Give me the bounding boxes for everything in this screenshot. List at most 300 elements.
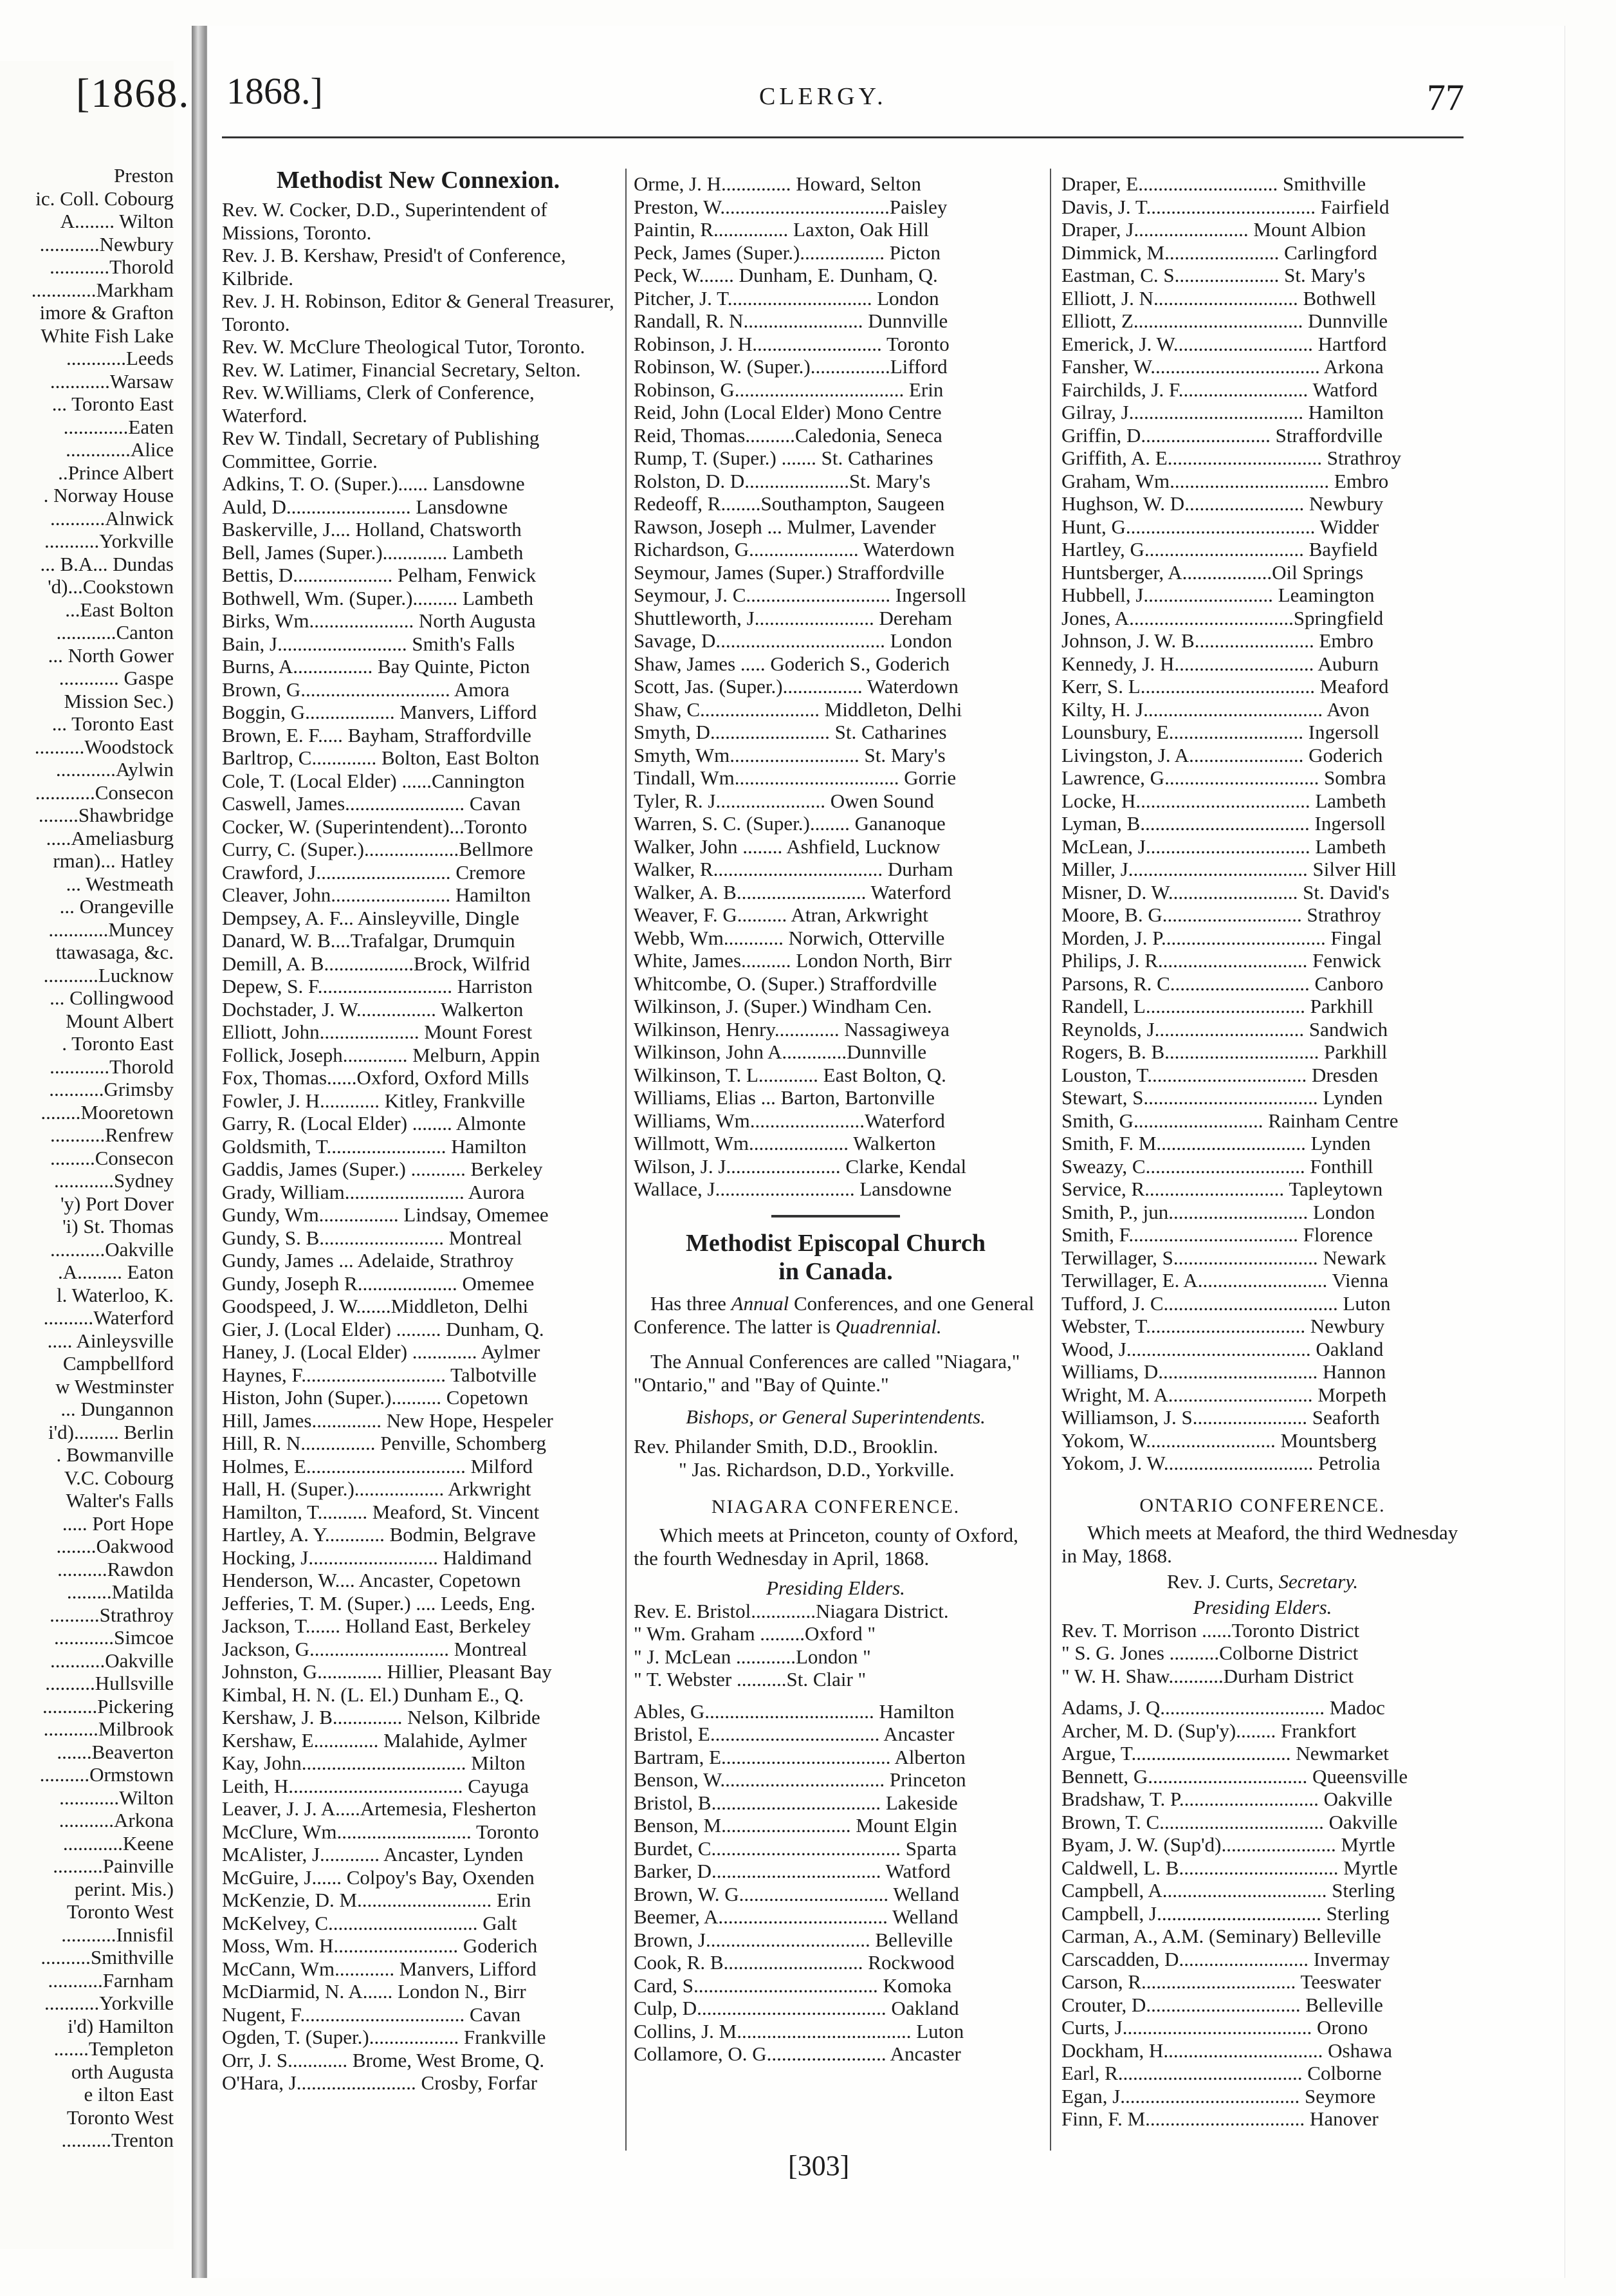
clergy-entry: O'Hara, J........................ Crosby, Forfar [222,2071,538,2094]
previous-page-line: ...........Farnham [48,1968,174,1992]
officer-entry: Rev. J. B. Kershaw, Presid't of Conference, Kilbride. [222,244,566,290]
clergy-entry: Fairchilds, J. F.......................... Watford [1061,378,1378,401]
clergy-entry: Reid, John (Local Elder) Mono Centre [634,401,942,423]
clergy-entry: Shaw, C........................ Middleton, Delhi [634,698,962,721]
clergy-entry: Holmes, E................................ Milford [222,1454,533,1477]
clergy-entry: Service, R............................ Tapleytown [1061,1178,1383,1200]
previous-page-line: i'd) Hamilton [68,2014,174,2037]
clergy-entry: Hill, James.............. New Hope, Hespeler [222,1409,553,1432]
clergy-entry: Smith, G.......................... Rainham Centre [1061,1109,1399,1132]
previous-page-line: Toronto West [66,2106,174,2129]
previous-page-line: .........Matilda [66,1580,174,1603]
clergy-entry: Terwillager, S............................. Newark [1061,1246,1386,1269]
clergy-entry: Tufford, J. C................................... Luton [1061,1292,1391,1315]
officer-entry: Rev W. Tindall, Secretary of Publishing Committee, Gorrie. [222,427,540,472]
clergy-entry: Jackson, T....... Holland East, Berkeley [222,1615,531,1637]
previous-page-line: ............Consecon [35,781,174,804]
previous-page-line: ...........Oakville [50,1649,174,1672]
clergy-entry: Lounsbury, E........................... Ingersoll [1061,721,1379,743]
clergy-entry: Caswell, James........................ Cavan [222,792,521,815]
clergy-entry: Tindall, Wm................................. Gorrie [634,766,957,789]
clergy-entry: Dochstader, J. W................ Walkerton [222,997,524,1021]
previous-page-line: ............Muncey [48,918,174,941]
previous-page-line: .A......... Eaton [58,1261,174,1283]
previous-page-line: Mission Sec.) [64,689,174,712]
clergy-entry: Webb, Wm............ Norwich, Otterville [634,926,945,949]
previous-page-line: A........ Wilton [60,210,174,232]
clergy-entry: Griffin, D.......................... Straffordville [1061,423,1383,447]
clergy-entry: McKelvey, C.............................. Galt [222,1911,517,1934]
previous-page-line: .............Alice [66,438,174,461]
previous-page-line: 'y) Port Dover [60,1192,174,1215]
header-rule [222,136,1464,138]
clergy-entry: Barltrop, C............. Bolton, East Bolton [222,746,540,769]
clergy-entry: Haney, J. (Local Elder) ............. Aylmer [222,1340,540,1363]
clergy-entry: Adams, J. Q................................. Madoc [1061,1696,1385,1719]
clergy-entry: Whitcombe, O. (Super.) Straffordville [634,972,937,995]
clergy-entry: Hocking, J.......................... Haldimand [222,1546,532,1569]
clergy-entry: Gundy, Joseph R.................... Omemee [222,1272,535,1295]
clergy-entry: Campbell, J................................. Sterling [1061,1902,1390,1925]
clergy-entry: Gundy, Wm................ Lindsay, Omemee [222,1203,549,1226]
clergy-entry: Curry, C. (Super.)...................Bellmore [222,838,533,860]
previous-page-line: . Toronto East [62,1032,174,1055]
clergy-entry: Stewart, S................................... Lynden [1061,1086,1383,1109]
clergy-entry: Smith, P., jun............................ London [1061,1200,1375,1223]
clergy-entry: Walker, R.................................. Durham [634,858,953,880]
clergy-entry: Nugent, F................................. Cavan [222,2003,521,2026]
previous-page-line: ............Simcoe [54,1626,174,1649]
clergy-entry: Hamilton, T.......... Meaford, St. Vincent [222,1500,540,1523]
clergy-entry: Orr, J. S............ Brome, West Brome, Q. [222,2048,545,2071]
clergy-entry: Warren, S. C. (Super.)........ Gananoque [634,812,946,835]
clergy-entry: Gier, J. (Local Elder) ......... Dunham, Q. [222,1317,544,1340]
clergy-entry: Wood, J..................................... Oakland [1061,1337,1384,1360]
clergy-entry: Beemer, A.................................. Welland [634,1905,959,1928]
clergy-entry: Elliott, J. N............................. Bothwell [1061,286,1377,310]
previous-page-line: ...........Pickering [42,1694,174,1717]
previous-page-column [0,164,174,2152]
clergy-entry: Baskerville, J.... Holland, Chatsworth [222,518,522,541]
clergy-entry: Paintin, R............... Laxton, Oak Hill [634,218,929,241]
ontario-clergy-list [1061,1696,1464,2131]
previous-page-line: ... Westmeath [66,872,174,895]
bishop-entry: Rev. Philander Smith, D.D., Brooklin. [634,1434,939,1458]
clergy-entry: Reid, Thomas..........Caledonia, Seneca [634,423,942,447]
officer-entry: Rev. J. H. Robinson, Editor & General Treasurer, Toronto. [222,290,614,335]
clergy-entry: Bristol, B.................................. Lakeside [634,1791,958,1814]
ontario-conference-heading: ONTARIO CONFERENCE. [1139,1494,1386,1516]
previous-page-line: ...East Bolton [65,598,174,621]
clergy-entry: Tyler, R. J...................... Owen Sound [634,789,934,812]
clergy-entry: Moss, Wm. H......................... Goderich [222,1934,538,1957]
clergy-entry: Crouter, D............................... Belleville [1061,1993,1383,2016]
clergy-entry: Wilkinson, T. L............ East Bolton, Q. [634,1063,946,1086]
clergy-entry: Peck, W....... Dunham, E. Dunham, Q. [634,264,938,286]
previous-page-line: Walter's Falls [66,1489,174,1512]
clergy-entry: Lawrence, G............................... Sombra [1061,766,1386,789]
previous-page-fragment [0,61,174,2249]
clergy-entry: Draper, E............................ Smithville [1061,172,1366,195]
previous-page-line: White Fish Lake [41,324,174,347]
book-gutter [192,26,206,2278]
clergy-entry: Rogers, B. B............................... Parkhill [1061,1041,1388,1063]
previous-page-line: perint. Mis.) [74,1877,174,1900]
previous-page-line: ..... Ainleysville [47,1329,174,1352]
header-page-number: 77 [1427,77,1464,118]
clergy-entry: Eastman, C. S..................... St. Mary's [1061,264,1366,286]
officer-entry: Rev. W. Latimer, Financial Secretary, Selton. [222,358,581,381]
section-title-methodist-new-connexion: Methodist New Connexion. [276,167,560,194]
clergy-entry: Philips, J. R.............................. Fenwick [1061,949,1381,972]
clergy-entry: McCann, Wm............ Manvers, Lifford [222,1957,537,1980]
clergy-entry: Rawson, Joseph ... Mulmer, Lavender [634,515,936,538]
clergy-entry: Hubbell, J.......................... Leamington [1061,584,1375,606]
clergy-entry: Gaddis, James (Super.) ........... Berkeley [222,1158,543,1180]
clergy-entry: Cleaver, John........................ Hamilton [222,884,531,906]
presiding-elder-entry: Rev. E. Bristol.............Niagara District. [634,1599,949,1622]
clergy-entry: Leaver, J. J. A.....Artemesia, Flesherton [222,1797,537,1820]
previous-page-line: ...........Alnwick [50,506,174,530]
clergy-entry: Benson, M.......................... Mount Elgin [634,1814,957,1837]
clergy-entry: McAlister, J............ Ancaster, Lynden [222,1843,524,1866]
previous-page-line: ..........Woodstock [34,735,174,758]
clergy-entry: Kay, John................................. Milton [222,1752,526,1774]
clergy-entry: Haynes, F............................. Talbotville [222,1363,537,1386]
previous-page-line: ... B.A... Dundas [40,552,174,575]
section-separator [771,1215,900,1217]
presiding-elder-entry: " J. McLean ............London " [634,1645,871,1668]
previous-page-line: ............Warsaw [50,369,174,393]
previous-page-line: ..... Port Hope [62,1512,174,1535]
clergy-entry: Cook, R. B............................ Rockwood [634,1951,955,1974]
clergy-entry: Savage, D.................................. London [634,629,953,652]
previous-page-line: l. Waterloo, K. [56,1283,174,1306]
clergy-entry: Morden, J. P................................. Fingal [1061,926,1382,949]
clergy-entry: Cocker, W. (Superintendent)...Toronto [222,815,528,838]
niagara-clergy-list [634,1700,1038,2066]
clergy-entry: Bennett, G................................ Queensville [1061,1764,1408,1788]
clergy-entry: Hall, H. (Super.).................. Arkwright [222,1477,531,1500]
previous-page-header: [1868. [76,70,190,116]
clergy-entry: Redeoff, R........Southampton, Saugeen [634,492,945,515]
clergy-entry: Demill, A. B..................Brock, Wilfrid [222,952,530,975]
presiding-elders-list [1061,1619,1464,1688]
previous-page-line: ...........Oakville [50,1237,174,1261]
clergy-entry: Pitcher, J. T............................. London [634,286,939,310]
previous-page-line: ttawasaga, &c. [55,941,174,963]
clergy-entry: Bradshaw, T. P............................ Oakville [1061,1788,1393,1810]
previous-page-line: ... Collingwood [50,986,174,1009]
previous-page-line: . Norway House [43,484,174,506]
clergy-entry: Gundy, James ... Adelaide, Strathroy [222,1249,514,1272]
clergy-entry: Kennedy, J. H............................ Auburn [1061,652,1379,675]
clergy-entry: Willmott, Wm.................... Walkerton [634,1132,936,1154]
previous-page-line: ... North Gower [48,643,174,667]
previous-page-line: ............Aylwin [55,758,174,781]
column-divider-2 [1050,169,1051,2151]
previous-page-line: ............Sydney [54,1169,174,1192]
previous-page-line: ...........Lucknow [43,963,174,986]
column-1 [222,166,614,2095]
clergy-entry: Auld, D......................... Lansdowne [222,495,508,518]
clergy-entry: Elliott, John.................... Mount Forest [222,1021,533,1043]
previous-page-line: ic. Coll. Cobourg [35,187,174,210]
niagara-conference-heading: NIAGARA CONFERENCE. [711,1495,960,1517]
clergy-entry: Wilkinson, J. (Super.) Windham Cen. [634,995,932,1017]
clergy-entry: Ogden, T. (Super.).................. Frankville [222,2026,546,2048]
clergy-entry: Culp, D...................................... Oakland [634,1997,959,2019]
clergy-entry: Walker, A. B.......................... Waterford [634,880,951,903]
clergy-entry: Curts, J...................................... Orono [1061,2016,1368,2039]
previous-page-line: ............Thorold [50,1055,174,1078]
clergy-entry: Scott, Jas. (Super.)................ Waterdown [634,675,959,698]
clergy-entry: Collamore, O. G........................ Ancaster [634,2042,961,2065]
niagara-meets: Which meets at Princeton, county of Oxford, the fourth Wednesday in April, 1868. [634,1523,1018,1569]
previous-page-line: ............ Gaspe [59,667,174,689]
clergy-entry: Reynolds, J.............................. Sandwich [1061,1017,1388,1041]
bishops-heading: Bishops, or General Superintendents. [686,1405,986,1428]
presiding-elders-heading: Presiding Elders. [1193,1595,1332,1618]
clergy-entry: Misner, D. W.......................... St. David's [1061,880,1390,903]
mec-intro: Has three Annual Conferences, and one General Conference. The latter is Quadrennial. [634,1292,1034,1338]
clergy-entry: Louston, T................................ Dresden [1061,1063,1379,1086]
clergy-entry: Griffith, A. E............................... Strathroy [1061,447,1402,469]
clergy-entry: Jones, A.................................Springfield [1061,606,1384,629]
clergy-entry: Jefferies, T. M. (Super.) .... Leeds, Eng. [222,1591,536,1615]
clergy-entry: Lyman, B.................................. Ingersoll [1061,812,1386,835]
previous-page-line: ........Oakwood [56,1535,174,1557]
clergy-entry: Parsons, R. C............................ Canboro [1061,972,1384,995]
previous-page-line: i'd)......... Berlin [48,1420,174,1443]
previous-page-line: ...........Milbrook [43,1717,174,1740]
clergy-entry: Kimbal, H. N. (L. El.) Dunham E., Q. [222,1683,524,1706]
previous-page-line: ............Thorold [50,255,174,278]
clergy-entry: Williams, D................................ Hannon [1061,1360,1386,1383]
clergy-entry: Dockham, H................................ Oshawa [1061,2039,1393,2062]
clergy-entry: Smyth, Wm.......................... St. Mary's [634,743,946,766]
clergy-entry: Robinson, W. (Super.)................Lifford [634,355,948,378]
officer-entry: Rev. W. McClure Theological Tutor, Toronto. [222,335,585,358]
clergy-entry: Bristol, E.................................. Ancaster [634,1723,955,1745]
clergy-entry: Terwillager, E. A.......................... Vienna [1061,1269,1389,1292]
clergy-entry: Shaw, James ..... Goderich S., Goderich [634,652,950,675]
clergy-entry: Weaver, F. G.......... Atran, Arkwright [634,903,928,926]
clergy-entry: Kilty, H. J.................................... Avon [1061,698,1370,721]
previous-page-line: w Westminster [55,1375,174,1398]
clergy-entry: McClure, Wm........................... Toronto [222,1820,539,1843]
clergy-entry: Hill, R. N............... Penville, Schomberg [222,1432,547,1454]
clergy-entry: Carscadden, D.......................... Invermay [1061,1947,1390,1970]
clergy-entry: Johnston, G............. Hillier, Pleasant Bay [222,1660,552,1683]
clergy-entry: Campbell, A................................. Sterling [1061,1879,1395,1902]
clergy-entry: Wright, M. A............................. Morpeth [1061,1383,1387,1406]
clergy-entry: Shuttleworth, J........................ Dereham [634,606,953,629]
previous-page-line: ... Toronto East [51,393,174,415]
clergy-entry: Richardson, G...................... Waterdown [634,538,955,560]
clergy-entry: Hartley, G................................ Bayfield [1061,538,1378,560]
column-3 [1061,172,1464,2131]
clergy-list [222,472,614,2095]
clergy-entry: Benson, W................................. Princeton [634,1768,966,1791]
clergy-entry: Webster, T................................ Newbury [1061,1315,1385,1337]
clergy-entry: McDiarmid, N. A...... London N., Birr [222,1980,526,2003]
previous-page-line: Campbellford [62,1352,174,1375]
previous-page-line: ...........Arkona [59,1809,174,1831]
clergy-entry: Smyth, D........................ St. Catharines [634,721,947,743]
clergy-entry: McGuire, J...... Colpoy's Bay, Oxenden [222,1866,535,1889]
clergy-entry: Williams, Wm.......................Waterford [634,1109,945,1132]
previous-page-line: ............Leeds [66,347,174,369]
clergy-entry: Crawford, J........................... Cremore [222,860,526,884]
clergy-entry: Danard, W. B....Trafalgar, Drumquin [222,929,515,952]
clergy-entry: Follick, Joseph............. Melburn, Appin [222,1043,540,1066]
clergy-entry: Miller, J.................................... Silver Hill [1061,858,1397,880]
presiding-elders-heading: Presiding Elders. [766,1576,905,1599]
previous-page-line: .......Templeton [53,2037,174,2060]
clergy-entry: Robinson, J. H.......................... Toronto [634,332,950,355]
previous-page-line: .............Markham [31,278,174,301]
previous-page-line: ..........Hullsville [45,1672,174,1694]
clergy-entry: Goldsmith, T........................ Hamilton [222,1134,527,1158]
clergy-entry: Orme, J. H.............. Howard, Selton [634,172,921,195]
previous-page-line: ........Shawbridge [38,804,174,826]
previous-page-line: ... Dungannon [60,1398,174,1420]
previous-page-line: ..........Rawdon [57,1557,174,1580]
clergy-entry: Archer, M. D. (Sup'y)........ Frankfort [1061,1719,1357,1742]
previous-page-line: ...........Yorkville [44,1992,174,2014]
clergy-entry: Grady, William........................ Aurora [222,1180,525,1203]
clergy-entry: Depew, S. F........................... Harriston [222,975,533,997]
previous-page-line: ..Prince Albert [58,461,174,484]
previous-page-line: .........Consecon [50,1146,174,1169]
footer-page-number: [303] [788,2150,850,2181]
previous-page-line: ... Orangeville [59,895,174,918]
clergy-entry: Gundy, S. B......................... Montreal [222,1226,522,1249]
clergy-entry: Hunt, G...................................... Widder [1061,515,1379,538]
section-title-mec-line1: Methodist Episcopal Church [686,1229,986,1257]
clergy-entry: Argue, T................................ Newmarket [1061,1742,1389,1764]
officer-list [222,198,614,472]
clergy-entry: Boggin, G.................. Manvers, Lifford [222,701,537,723]
clergy-entry: McKenzie, D. M........................... Erin [222,1889,531,1911]
clergy-entry: White, James.......... London North, Birr [634,949,952,972]
clergy-entry: Yokom, J. W.............................. Petrolia [1061,1452,1381,1474]
clergy-entry: Leith, H................................... Cayuga [222,1774,529,1797]
clergy-entry: Fowler, J. H............ Kitley, Frankville [222,1089,526,1112]
clergy-entry: Cole, T. (Local Elder) ......Cannington [222,769,525,792]
clergy-entry: Kerr, S. L................................... Meaford [1061,675,1389,698]
presiding-elder-entry: " Wm. Graham .........Oxford " [634,1622,876,1645]
clergy-entry: Moore, B. G............................ Strathroy [1061,903,1381,926]
previous-page-line: ... Toronto East [51,712,174,735]
clergy-entry: Graham, Wm................................ Embro [1061,469,1389,492]
clergy-entry: Rolston, D. D.....................St. Mary's [634,469,931,492]
previous-page-line: Preston [114,164,174,187]
previous-page-line: 'd)...Cookstown [48,575,174,598]
clergy-entry: Emerick, J. W............................ Hartford [1061,332,1387,355]
clergy-entry: Seymour, James (Super.) Straffordville [634,560,944,584]
clergy-entry: Wilson, J. J....................... Clarke, Kendal [634,1154,967,1178]
previous-page-line: rman)... Hatley [53,849,174,872]
previous-page-line: 'i) St. Thomas [62,1215,174,1237]
mec-conferences-called: The Annual Conferences are called "Niagara," "Ontario," and "Bay of Quinte." [634,1349,1020,1396]
officer-entry: Rev. W.Williams, Clerk of Conference, Waterford. [222,381,535,427]
header-title: CLERGY. [759,83,887,110]
clergy-entry: Sweazy, C................................ Fonthill [1061,1154,1373,1178]
clergy-entry: Burns, A................ Bay Quinte, Picton [222,655,530,678]
clergy-entry: Williamson, J. S....................... Seaforth [1061,1406,1380,1429]
clergy-entry: Seymour, J. C............................. Ingersoll [634,584,967,606]
previous-page-line: Mount Albert [66,1009,174,1032]
clergy-entry: Davis, J. T.................................. Fairfield [1061,195,1390,218]
clergy-entry: Brown, T. C................................. Oakville [1061,1810,1398,1833]
previous-page-line: ..........Smithville [41,1946,174,1968]
previous-page-line: ..........Waterford [43,1306,174,1329]
ontario-meets: Which meets at Meaford, the third Wednesday in May, 1868. [1061,1521,1458,1567]
previous-page-line: ..........Painville [53,1855,174,1877]
clergy-entry: Earl, R..................................... Colborne [1061,2062,1382,2084]
clergy-entry: Henderson, W.... Ancaster, Copetown [222,1569,521,1591]
previous-page-line: .............Eaten [63,415,174,438]
clergy-entry: Carson, R............................... Teeswater [1061,1970,1381,1993]
ontario-secretary: Rev. J. Curts, Secretary. [1166,1569,1359,1593]
clergy-entry: Preston, W..................................Paisley [634,195,948,218]
clergy-list [634,172,1038,1201]
clergy-entry: Dempsey, A. F... Ainsleyville, Dingle [222,906,520,929]
presiding-elders-list [634,1600,1038,1691]
clergy-entry: Elliott, Z.................................. Dunnville [1061,310,1388,332]
previous-page-line: ............Newbury [39,232,174,255]
clergy-entry: Goodspeed, J. W.......Middleton, Delhi [222,1295,529,1317]
previous-page-line: ........Mooretown [41,1100,174,1124]
clergy-entry: Histon, John (Super.).......... Copetown [222,1386,529,1409]
previous-page-line: ...........Yorkville [44,530,174,552]
presiding-elder-entry: " T. Webster ..........St. Clair " [634,1668,867,1690]
clergy-entry: Birks, Wm..................... North Augusta [222,609,536,632]
previous-page-line: ............Wilton [59,1786,174,1809]
clergy-entry: Bain, J.......................... Smith's Falls [222,632,515,655]
clergy-entry: Collins, J. M................................... Luton [634,2019,964,2042]
clergy-entry: Brown, J................................. Belleville [634,1928,953,1951]
previous-page-line: imore & Grafton [39,301,174,324]
column-divider-1 [625,169,627,2151]
previous-page-line: ............Canton [56,621,174,643]
clergy-entry: Jackson, G............................ Montreal [222,1637,528,1660]
clergy-list [1061,172,1464,1475]
previous-page-line: V.C. Cobourg [64,1466,174,1489]
clergy-entry: Locke, H................................... Lambeth [1061,789,1386,812]
officer-entry: Rev. W. Cocker, D.D., Superintendent of Missions, Toronto. [222,198,547,244]
previous-page-line: ..........Ormstown [39,1763,174,1786]
bishop-entry: " Jas. Richardson, D.D., Yorkville. [679,1458,955,1481]
previous-page-line: ...........Innisfil [61,1923,174,1946]
clergy-entry: Caldwell, L. B................................ Myrtle [1061,1856,1398,1879]
clergy-entry: Hartley, A. Y............ Bodmin, Belgrave [222,1523,536,1546]
clergy-entry: Bettis, D.................... Pelham, Fenwick [222,564,537,586]
section-title-mec-line2: in Canada. [778,1257,893,1285]
clergy-entry: Byam, J. W. (Sup'd)....................... Myrtle [1061,1833,1395,1856]
clergy-entry: Johnson, J. W. B........................ Embro [1061,629,1373,652]
clergy-entry: Smith, F. M.............................. Lynden [1061,1132,1371,1154]
column-2 [634,172,1038,2066]
clergy-entry: Fox, Thomas......Oxford, Oxford Mills [222,1066,529,1089]
clergy-entry: Bartram, E.................................. Alberton [634,1745,966,1768]
presiding-elder-entry: " W. H. Shaw...........Durham District [1061,1664,1354,1687]
clergy-entry: McLean, J................................. Lambeth [1061,835,1386,858]
clergy-entry: Bell, James (Super.)............. Lambeth [222,541,524,564]
clergy-entry: Finn, F. M................................ Hanover [1061,2107,1379,2130]
